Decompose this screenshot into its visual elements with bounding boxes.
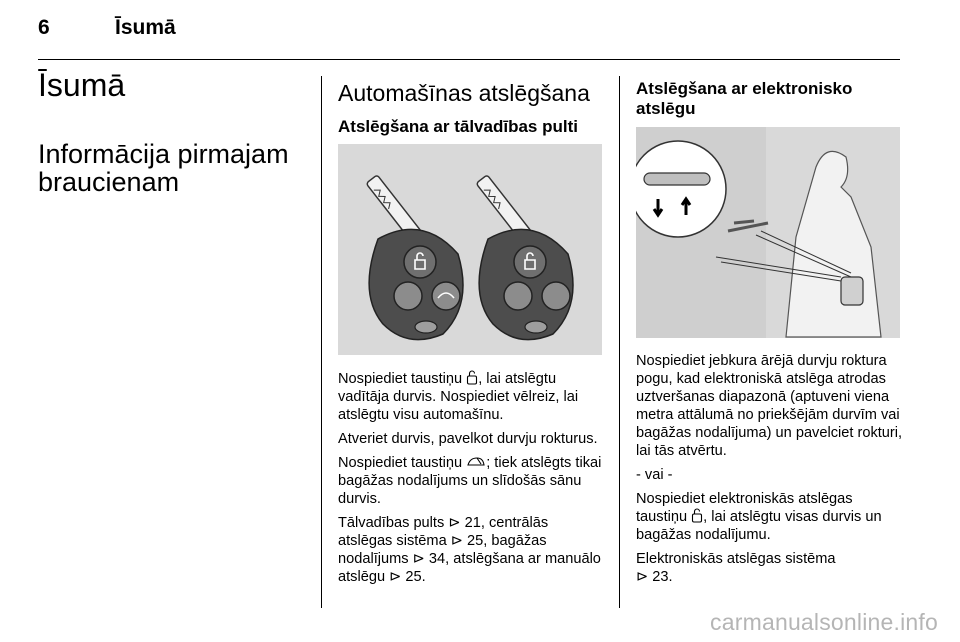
column-divider-right bbox=[619, 76, 620, 608]
electronic-key-in-pocket bbox=[841, 277, 863, 305]
paragraph: Atveriet durvis, pavelkot durvju rokturus. bbox=[338, 431, 598, 447]
middle-body bbox=[338, 370, 604, 592]
right-body bbox=[636, 352, 904, 592]
paragraph: Nospiediet elektroniskās atslēgas taustiņu , lai atslēgtu visas durvis un bagāžas nodalījumu. bbox=[636, 491, 882, 543]
tailgate-icon bbox=[466, 455, 486, 469]
paragraph: Elektroniskās atslēgas sistēma bbox=[636, 551, 836, 567]
unlock-icon bbox=[691, 508, 703, 523]
unlock-icon bbox=[466, 370, 478, 385]
right-heading: Atslēgšana ar elektronisko atslēgu bbox=[636, 79, 853, 118]
door-handle-detail bbox=[636, 141, 726, 237]
middle-subheading: Atslēgšana ar tālvadības pulti bbox=[338, 117, 578, 136]
cross-reference-arrow-icon: ⊳ bbox=[412, 551, 425, 567]
paragraph: Nospiediet taustiņu ; tiek atslēgts tikai bagāžas nodalījums un slīdošās sānu durvis. bbox=[338, 455, 602, 507]
cross-reference-arrow-icon: ⊳ bbox=[636, 569, 649, 585]
cross-reference-arrow-icon: ⊳ bbox=[450, 533, 463, 549]
header-rule bbox=[38, 59, 900, 60]
electronic-key-figure bbox=[636, 127, 900, 338]
person-figure bbox=[786, 151, 881, 337]
key-left-illustration bbox=[366, 175, 463, 340]
cross-reference-arrow-icon: ⊳ bbox=[448, 515, 461, 531]
running-title: Īsumā bbox=[115, 16, 176, 39]
paragraph: ⊳ 23. bbox=[636, 569, 673, 585]
middle-heading: Automašīnas atslēgšana bbox=[338, 80, 590, 106]
paragraph: - vai - bbox=[636, 467, 673, 483]
paragraph: Tālvadības pults ⊳ 21, centrālās atslēgas sistēma ⊳ 25, bagāžas nodalījums ⊳ 34, atslēgšana ar manuālo atslēgu ⊳ 25. bbox=[338, 515, 601, 585]
page-number: 6 bbox=[38, 16, 50, 39]
section-title: Informācija pirmajam braucienam bbox=[38, 139, 289, 197]
paragraph: Nospiediet jebkura ārējā durvju roktura pogu, kad elektroniskā atslēga atrodas uztveršanas diapazonā (aptuveni viena metra attālumā no priekšējām durvīm vai bagāžas nodalījuma) un pavelciet rokturi, lai tās atvērtu. bbox=[636, 353, 903, 459]
chapter-title: Īsumā bbox=[38, 67, 126, 103]
remote-keys-figure bbox=[338, 144, 602, 355]
key-right-illustration bbox=[476, 175, 573, 340]
column-divider-left bbox=[321, 76, 322, 608]
watermark: carmanualsonline.info bbox=[710, 609, 938, 635]
cross-reference-arrow-icon: ⊳ bbox=[389, 569, 402, 585]
paragraph: Nospiediet taustiņu , lai atslēgtu vadītāja durvis. Nospiediet vēlreiz, lai atslēgtu visu automašīnu. bbox=[338, 371, 579, 423]
